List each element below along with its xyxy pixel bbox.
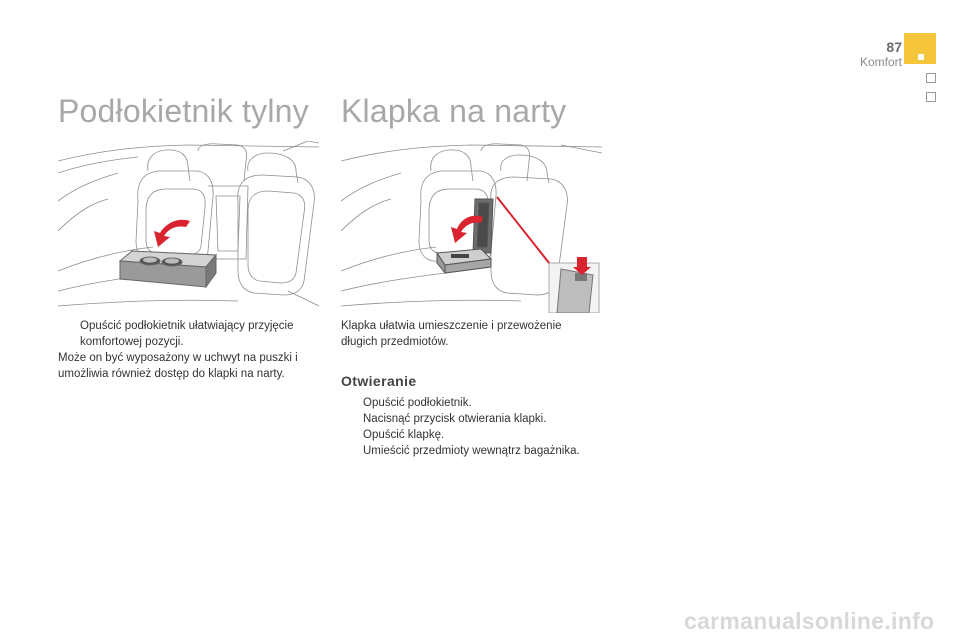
left-bullets [58,318,320,350]
steps-list [341,395,621,459]
left-paragraph: Może on być wyposażony w uchwyt na puszki i umożliwia również dostęp do klapki na narty. [58,352,298,380]
tab-marker [918,54,924,60]
section-tab [904,33,936,64]
page-number: 87 [886,39,902,55]
armrest-illustration [58,141,319,313]
release-button-detail [549,257,599,313]
list-item: Umieścić przedmioty wewnątrz bagażnika. [363,445,580,457]
nav-box-2 [926,92,936,102]
section-label: Komfort [859,55,902,69]
list-item: Opuścić klapkę. [363,429,445,441]
watermark: carmanualsonline.info [684,608,935,634]
nav-box-1 [926,73,936,83]
fold-down-arrow [154,220,190,247]
ski-flap-illustration [341,141,602,313]
left-text [58,318,320,382]
right-heading: Klapka na narty [341,93,567,129]
subheading-opening: Otwieranie [341,373,417,389]
list-item: Opuścić podłokietnik ułatwiający przyjęcie komfortowej pozycji. [80,320,294,348]
list-item: Nacisnąć przycisk otwierania klapki. [363,413,547,425]
left-heading: Podłokietnik tylny [58,93,309,129]
armrest [120,251,216,287]
list-item: Opuścić podłokietnik. [363,397,472,409]
right-steps [341,395,621,459]
right-intro: Klapka ułatwia umieszczenie i przewożenie długich przedmiotów. [341,320,562,348]
